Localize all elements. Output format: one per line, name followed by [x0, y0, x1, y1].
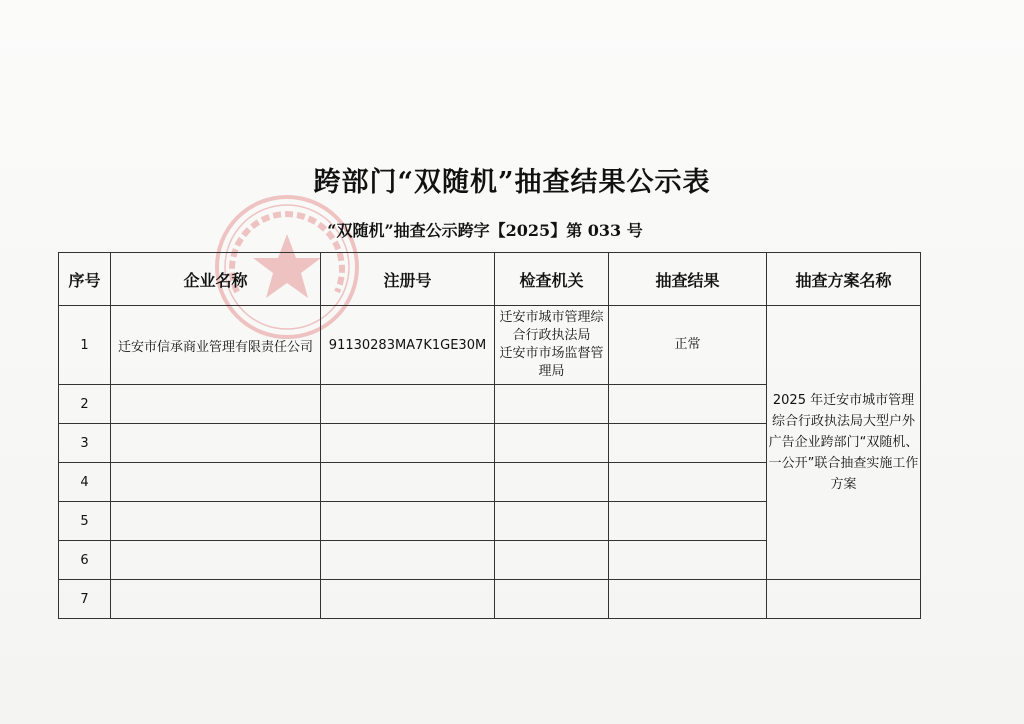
- cell-company: [111, 424, 321, 463]
- cell-reg-no: 91130283MA7K1GE30M: [321, 306, 495, 385]
- cell-result: [609, 580, 767, 619]
- cell-seq: 4: [59, 463, 111, 502]
- cell-seq: 7: [59, 580, 111, 619]
- cell-reg-no: [321, 580, 495, 619]
- cell-reg-no: [321, 541, 495, 580]
- cell-seq: 3: [59, 424, 111, 463]
- cell-company: [111, 580, 321, 619]
- document-number: “双随机”抽查公示跨字【2025】第 033 号: [327, 221, 643, 240]
- cell-result: [609, 463, 767, 502]
- cell-result: [609, 541, 767, 580]
- cell-company: 迁安市信承商业管理有限责任公司: [111, 306, 321, 385]
- cell-company: [111, 541, 321, 580]
- table-row: [59, 580, 921, 619]
- cell-company: [111, 463, 321, 502]
- header-plan: 抽查方案名称: [767, 253, 921, 306]
- cell-company: [111, 385, 321, 424]
- cell-agency: [495, 424, 609, 463]
- cell-agency: [495, 580, 609, 619]
- cell-seq: 2: [59, 385, 111, 424]
- cell-reg-no: [321, 385, 495, 424]
- cell-agency: [495, 385, 609, 424]
- cell-reg-no: [321, 424, 495, 463]
- page-title: 跨部门“双随机”抽查结果公示表: [313, 167, 711, 198]
- header-company: 企业名称: [111, 253, 321, 306]
- cell-agency: [495, 502, 609, 541]
- cell-result: [609, 424, 767, 463]
- cell-agency: 迁安市城市管理综合行政执法局 迁安市市场监督管理局: [495, 306, 609, 385]
- cell-result: 正常: [609, 306, 767, 385]
- table-row: [59, 306, 921, 385]
- header-seq: 序号: [59, 253, 111, 306]
- inspection-result-table: [58, 252, 921, 619]
- cell-reg-no: [321, 502, 495, 541]
- cell-result: [609, 502, 767, 541]
- table-header-row: [59, 253, 921, 306]
- cell-seq: 6: [59, 541, 111, 580]
- cell-agency: [495, 541, 609, 580]
- cell-seq: 1: [59, 306, 111, 385]
- cell-seq: 5: [59, 502, 111, 541]
- cell-result: [609, 385, 767, 424]
- cell-agency: [495, 463, 609, 502]
- header-result: 抽查结果: [609, 253, 767, 306]
- cell-reg-no: [321, 463, 495, 502]
- header-reg-no: 注册号: [321, 253, 495, 306]
- cell-plan-empty: [767, 580, 921, 619]
- cell-plan-name: 2025 年迁安市城市管理综合行政执法局大型户外广告企业跨部门“双随机、一公开”联合抽查实施工作方案: [767, 306, 921, 580]
- header-agency: 检查机关: [495, 253, 609, 306]
- cell-company: [111, 502, 321, 541]
